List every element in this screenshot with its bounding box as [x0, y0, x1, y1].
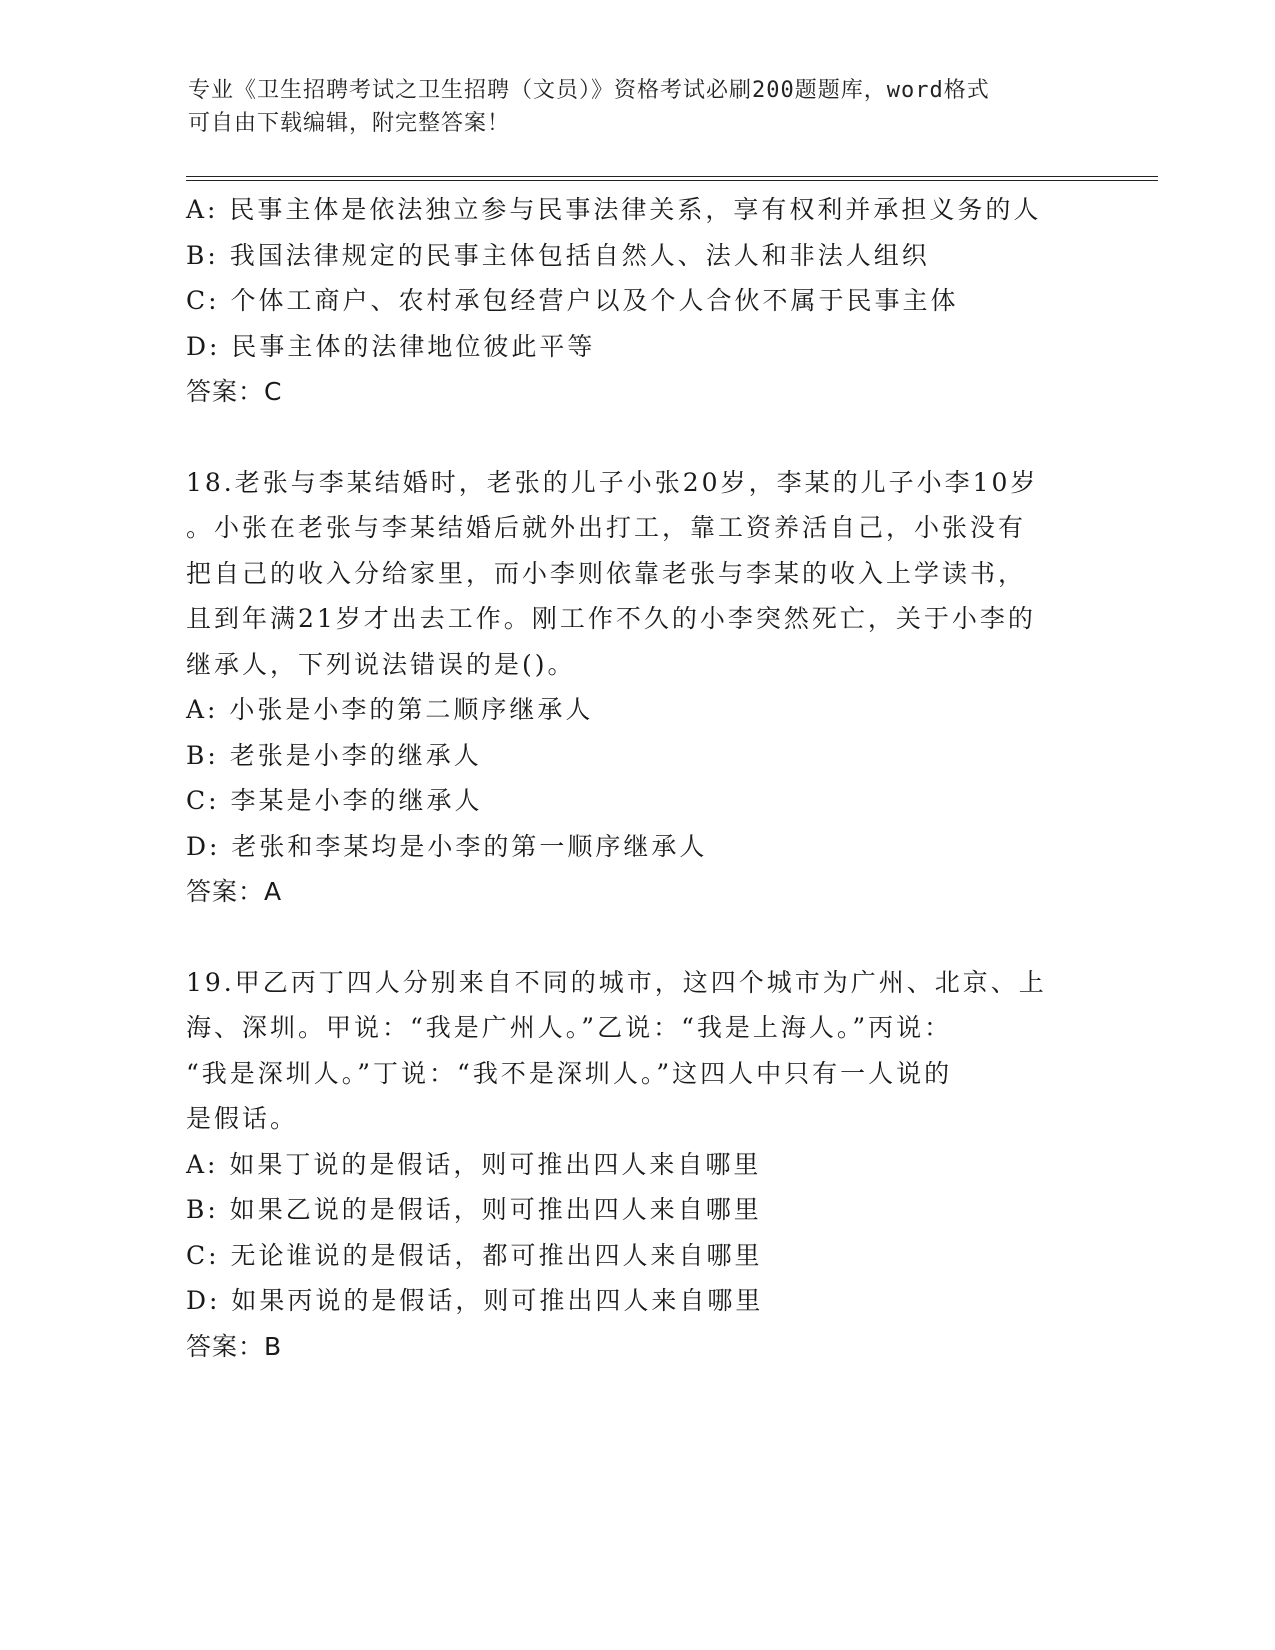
option-c: C: 李某是小李的继承人: [186, 786, 483, 815]
option-d: D: 民事主体的法律地位彼此平等: [186, 331, 596, 361]
option-d: D: 如果丙说的是假话，则可推出四人来自哪里: [186, 1286, 764, 1315]
question-19: [186, 960, 1086, 1370]
question-stem-line: 且到年满21岁才出去工作。刚工作不久的小李突然死亡，关于小李的: [186, 604, 1036, 633]
option-c: C: 个体工商户、农村承包经营户以及个人合伙不属于民事主体: [186, 286, 959, 315]
question-stem-line: 18.老张与李某结婚时，老张的儿子小张20岁，李某的儿子小李10岁: [186, 467, 1039, 497]
header-line-1: 专业《卫生招聘考试之卫生招聘（文员）》资格考试必刷200题题库，word格式: [188, 78, 990, 103]
option-d: D: 老张和李某均是小李的第一顺序继承人: [186, 831, 708, 861]
option-a: A: 小张是小李的第二顺序继承人: [186, 695, 594, 724]
spacer: [186, 415, 1086, 460]
question-stem-line: 继承人，下列说法错误的是()。: [186, 649, 576, 679]
question-stem-line: 19.甲乙丙丁四人分别来自不同的城市，这四个城市为广州、北京、上: [186, 967, 1047, 997]
question-stem-line: 把自己的收入分给家里，而小李则依靠老张与李某的收入上学读书，: [186, 558, 1027, 588]
option-a: A: 民事主体是依法独立参与民事法律关系，享有权利并承担义务的人: [186, 195, 1042, 224]
answer: 答案：C: [186, 377, 283, 406]
option-b: B: 如果乙说的是假话，则可推出四人来自哪里: [186, 1195, 762, 1224]
question-17: [186, 187, 1086, 415]
answer: 答案：A: [186, 877, 283, 906]
question-stem-line: 海、深圳。甲说：“我是广州人。”乙说：“我是上海人。”丙说：: [186, 1013, 953, 1042]
option-b: B: 老张是小李的继承人: [186, 740, 482, 770]
document-header: [188, 74, 1068, 140]
question-stem-line: 是假话。: [186, 1104, 299, 1133]
answer: 答案：B: [186, 1331, 283, 1361]
spacer: [186, 915, 1086, 960]
question-stem-line: 。小张在老张与李某结婚后就外出打工，靠工资养活自己，小张没有: [186, 513, 1027, 542]
document-body: [186, 187, 1086, 1369]
option-a: A: 如果丁说的是假话，则可推出四人来自哪里: [186, 1149, 762, 1179]
question-stem-line: “我是深圳人。”丁说：“我不是深圳人。”这四人中只有一人说的: [186, 1058, 953, 1088]
option-b: B: 我国法律规定的民事主体包括自然人、法人和非法人组织: [186, 240, 930, 270]
header-divider: [186, 176, 1158, 181]
question-18: [186, 460, 1086, 915]
option-c: C: 无论谁说的是假话，都可推出四人来自哪里: [186, 1240, 763, 1270]
header-line-2: 可自由下载编辑，附完整答案！: [188, 111, 511, 136]
